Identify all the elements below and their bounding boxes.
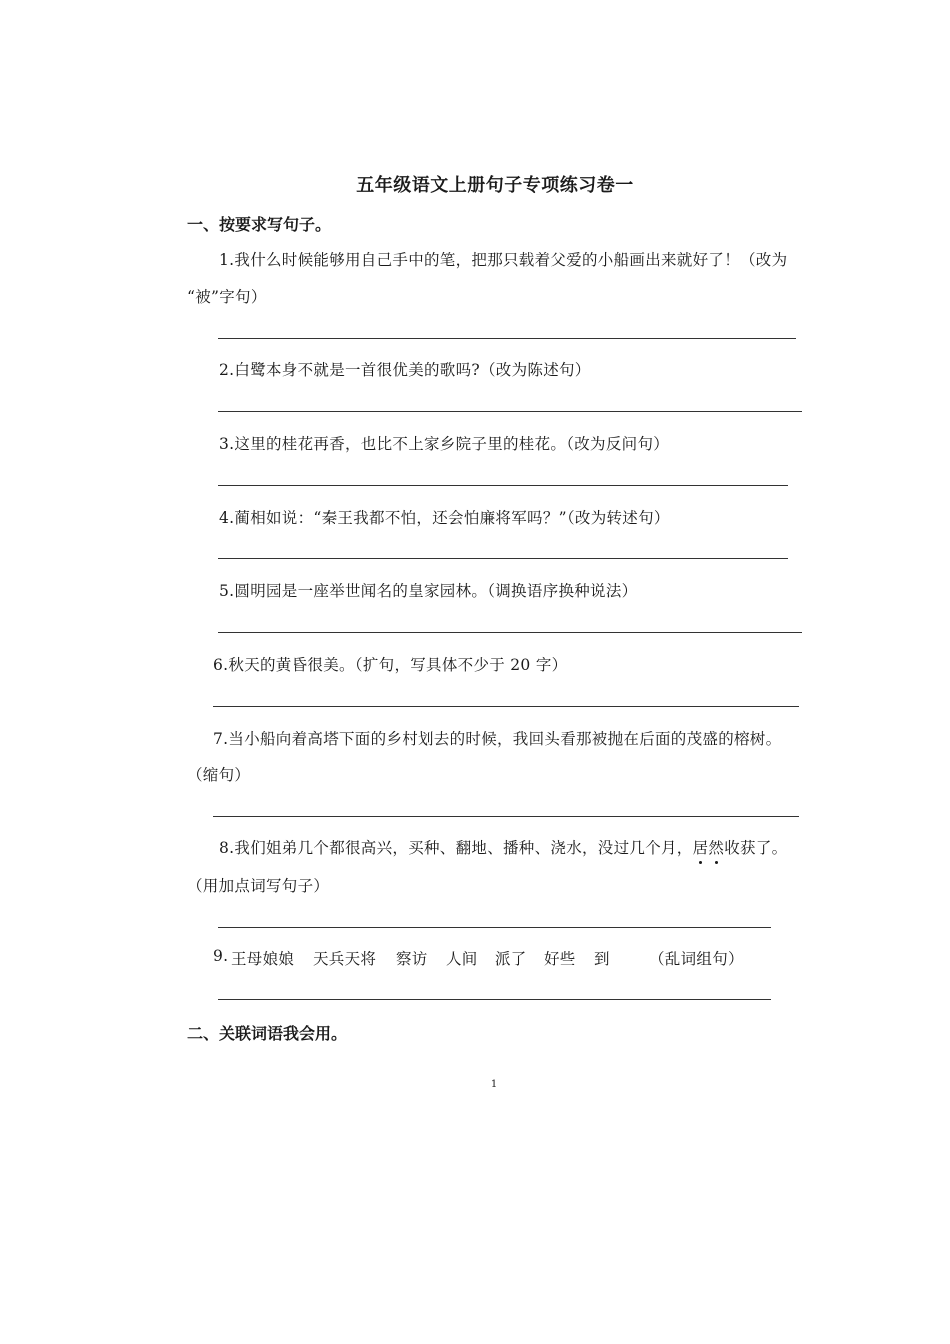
question-9-instruction: （乱词组句）	[649, 950, 744, 968]
question-2: 2.白鹭本身不就是一首很优美的歌吗?（改为陈述句）	[219, 361, 591, 379]
answer-line-7[interactable]	[213, 816, 799, 817]
word-tile: 好些	[544, 950, 576, 968]
question-9-number: 9.	[213, 947, 229, 965]
dotted-word	[693, 839, 725, 857]
page-number: 1	[490, 1079, 498, 1090]
question-5: 5.圆明园是一座举世闻名的皇家园林。（调换语序换种说法）	[219, 582, 638, 600]
question-7-line-1: 7.当小船向着高塔下面的乡村划去的时候，我回头看那被抛在后面的茂盛的榕树。	[213, 730, 782, 748]
question-8-line-2: （用加点词写句子）	[187, 877, 330, 895]
answer-line-3[interactable]	[218, 485, 788, 486]
word-tile: 人间	[446, 950, 478, 968]
page-title: 五年级语文上册句子专项练习卷一	[356, 175, 634, 196]
answer-line-9[interactable]	[218, 999, 771, 1000]
question-8-text-before: 8.我们姐弟几个都很高兴，买种、翻地、播种、浇水，没过几个月，	[219, 839, 693, 857]
section-heading-2: 二、关联词语我会用。	[187, 1024, 348, 1043]
word-tile: 到	[594, 950, 610, 968]
question-8-text-after: 收获了。	[724, 839, 788, 857]
answer-line-8[interactable]	[218, 927, 771, 928]
dotted-char-2: 然	[708, 836, 724, 858]
word-tile: 察访	[396, 950, 428, 968]
question-1-line-2: “被”字句）	[187, 288, 267, 306]
question-4: 4.蔺相如说：“秦王我都不怕，还会怕廉将军吗？”（改为转述句）	[219, 509, 670, 527]
answer-line-5[interactable]	[218, 632, 802, 633]
question-8-line-1	[219, 836, 787, 858]
word-tile: 王母娘娘	[231, 950, 295, 968]
question-3: 3.这里的桂花再香，也比不上家乡院子里的桂花。（改为反问句）	[219, 435, 670, 453]
question-7-line-2: （缩句）	[187, 766, 251, 784]
answer-line-2[interactable]	[218, 411, 802, 412]
word-tile: 天兵天将	[313, 950, 377, 968]
section-heading-1: 一、按要求写句子。	[187, 215, 332, 234]
answer-line-6[interactable]	[213, 706, 799, 707]
answer-line-1[interactable]	[218, 338, 796, 339]
question-1-line-1: 1.我什么时候能够用自己手中的笔，把那只载着父爱的小船画出来就好了！（改为	[219, 251, 788, 269]
question-6: 6.秋天的黄昏很美。（扩句，写具体不少于 20 字）	[213, 656, 568, 674]
answer-line-4[interactable]	[218, 558, 788, 559]
dotted-char-1: 居	[693, 836, 709, 858]
word-tile: 派了	[495, 950, 527, 968]
